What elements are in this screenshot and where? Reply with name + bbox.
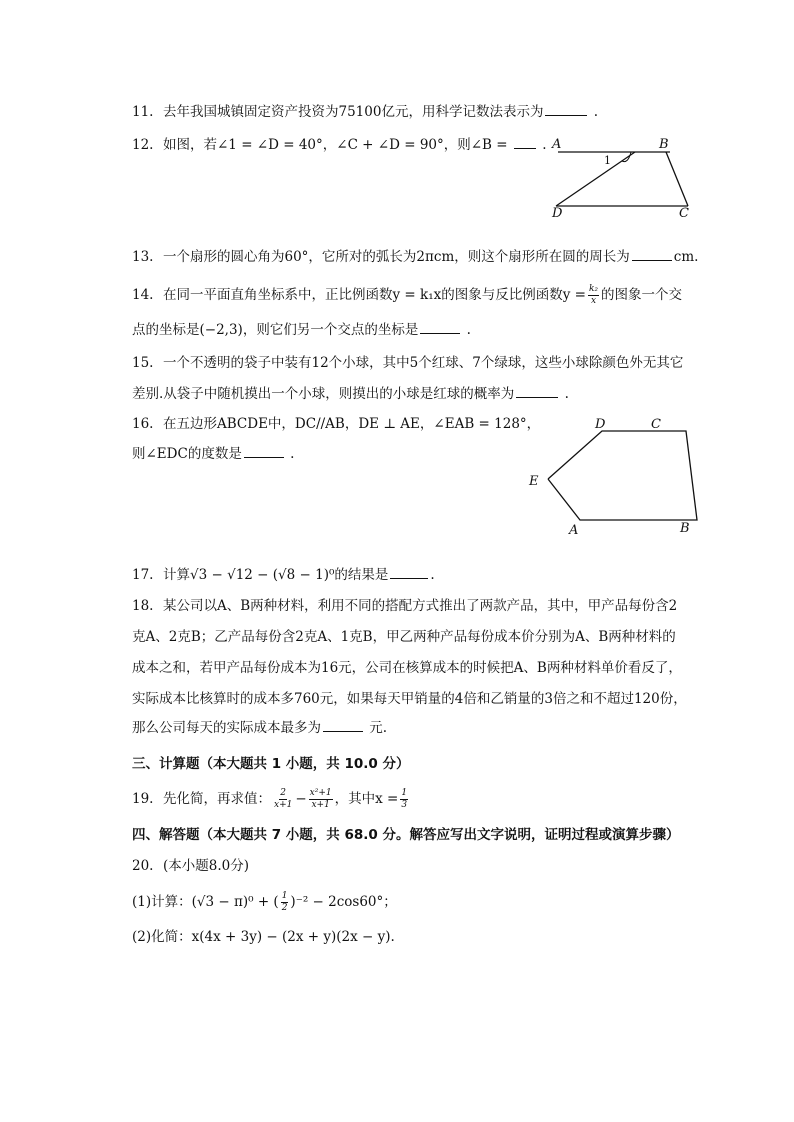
unit: 元. (369, 720, 388, 736)
question-text-cont: 的图象一个交 (601, 287, 683, 303)
label-d: D (595, 417, 606, 432)
fraction-bottom: x (590, 296, 597, 306)
question-text: 在同一平面直角坐标系中，正比例函数y = k₁x的图象与反比例函数y = (163, 287, 586, 303)
question-number: 13. (132, 249, 154, 265)
question-header: (本小题8.0分) (163, 858, 250, 874)
question-20-part-2 (132, 923, 712, 952)
question-text: 一个不透明的袋子中装有12个小球，其中5个红球、7个绿球，这些小球除颜色外无其它 (163, 355, 684, 371)
question-line-2: 克A、2克B；乙产品每份含2克A、1克B，甲乙两种产品每份成本价分别为A、B两种材料的 (132, 629, 676, 645)
answer-blank[interactable] (632, 246, 672, 261)
question-18 (132, 592, 712, 621)
question-number: 14. (132, 287, 154, 303)
label-b: B (659, 137, 669, 152)
answer-blank[interactable] (390, 564, 428, 579)
question-17 (132, 561, 712, 590)
question-text: 在五边形ABCDE中，DC//AB，DE ⊥ AE，∠EAB = 128°， (163, 416, 541, 432)
label-a: A (552, 137, 562, 152)
minus-sign: − (295, 791, 307, 807)
section-heading-3: 三、计算题（本大题共 1 小题，共 10.0 分） (132, 756, 410, 772)
label-a: A (569, 523, 579, 538)
punctuation: . (564, 386, 569, 402)
answer-blank[interactable] (420, 319, 460, 334)
fraction-top: 1 (281, 891, 288, 901)
question-text: 点的坐标是(−2,3)，则它们另一个交点的坐标是 (132, 322, 419, 338)
answer-blank[interactable] (323, 717, 363, 732)
fraction-1 (273, 788, 293, 811)
question-20-part-1 (132, 888, 712, 917)
question-line-1: 某公司以A、B两种材料，利用不同的搭配方式推出了两款产品，其中，甲产品每份含2 (163, 598, 678, 614)
fraction-top: 2 (280, 788, 287, 798)
part-2-text: (2)化简：x(4x + 3y) − (2x + y)(2x − y). (132, 929, 395, 945)
punctuation: . (466, 322, 471, 338)
label-angle-1: 1 (604, 154, 611, 167)
question-text: 先化简，再求值： (163, 791, 271, 807)
fraction-2 (309, 788, 333, 811)
fraction-bottom: x+1 (311, 800, 330, 810)
fraction-top: x²+1 (309, 788, 332, 798)
fraction-bottom: x+1 (274, 800, 293, 810)
figure-trapezoid (540, 130, 710, 225)
figure-pentagon (522, 412, 702, 542)
question-line-4: 实际成本比核算时的成本多760元，如果每天甲销量的4倍和乙销量的3倍之和不超过120份， (132, 691, 687, 707)
question-number: 18. (132, 598, 154, 614)
label-d: D (552, 206, 563, 221)
question-number: 20. (132, 858, 154, 874)
question-number: 15. (132, 355, 154, 371)
line-db (556, 152, 635, 206)
label-b: B (680, 521, 690, 536)
unit: cm. (673, 249, 699, 265)
question-number: 12. (132, 137, 154, 153)
answer-blank[interactable] (516, 383, 558, 398)
fraction-half (281, 891, 289, 914)
question-18-line2 (132, 623, 712, 652)
part-1-text-cont: )⁻² − 2cos60°； (290, 894, 397, 910)
question-text: 差别.从袋子中随机摸出一个小球，则摸出的小球是红球的概率为 (132, 386, 515, 402)
fraction-top: 1 (401, 788, 408, 798)
question-18-line3 (132, 654, 712, 683)
line-bc (666, 152, 688, 206)
question-text: 计算√3 − √12 − (√8 − 1)⁰的结果是 (163, 567, 389, 583)
question-14-line2 (132, 316, 712, 345)
question-line-5: 那么公司每天的实际成本最多为 (132, 720, 321, 736)
punctuation: . (430, 567, 435, 583)
question-18-line5 (132, 714, 712, 743)
question-11 (132, 98, 712, 127)
question-number: 19. (132, 791, 154, 807)
question-15 (132, 349, 712, 378)
fraction-k2-over-x (588, 284, 599, 307)
question-text: 一个扇形的圆心角为60°，它所对的弧长为2πcm，则这个扇形所在圆的周长为 (163, 249, 630, 265)
fraction-bottom: 2 (281, 903, 288, 913)
question-text-cont: ，其中x = (334, 791, 399, 807)
fraction-bottom: 3 (401, 800, 408, 810)
question-text: 如图，若∠1 = ∠D = 40°，∠C + ∠D = 90°，则∠B = (163, 137, 508, 153)
question-number: 11. (132, 104, 154, 120)
question-20 (132, 852, 712, 881)
label-c: C (679, 206, 689, 221)
answer-blank[interactable] (244, 443, 284, 458)
punctuation: . (542, 137, 547, 153)
label-c: C (651, 417, 661, 432)
question-15-line2 (132, 380, 712, 409)
pentagon-edges (548, 431, 697, 520)
question-14 (132, 281, 712, 310)
fraction-3 (400, 788, 408, 811)
question-text: 则∠EDC的度数是 (132, 446, 242, 462)
punctuation: . (593, 104, 599, 120)
question-number: 17. (132, 567, 154, 583)
label-e: E (529, 474, 539, 489)
question-18-line4 (132, 685, 712, 714)
answer-blank[interactable] (545, 101, 587, 116)
part-1-text: (1)计算：(√3 − π)⁰ + ( (132, 894, 279, 910)
punctuation: . (290, 446, 295, 462)
question-text: 去年我国城镇固定资产投资为75100亿元，用科学记数法表示为 (163, 104, 544, 120)
fraction-top: k₂ (588, 284, 599, 294)
question-number: 16. (132, 416, 154, 432)
section-heading-4: 四、解答题（本大题共 7 小题，共 68.0 分。解答应写出文字说明，证明过程或演算步骤） (132, 827, 680, 843)
question-19 (132, 785, 712, 814)
question-13 (132, 243, 712, 272)
answer-blank[interactable] (514, 134, 536, 149)
question-line-3: 成本之和，若甲产品每份成本为16元，公司在核算成本的时候把A、B两种材料单价看反了， (132, 660, 682, 676)
